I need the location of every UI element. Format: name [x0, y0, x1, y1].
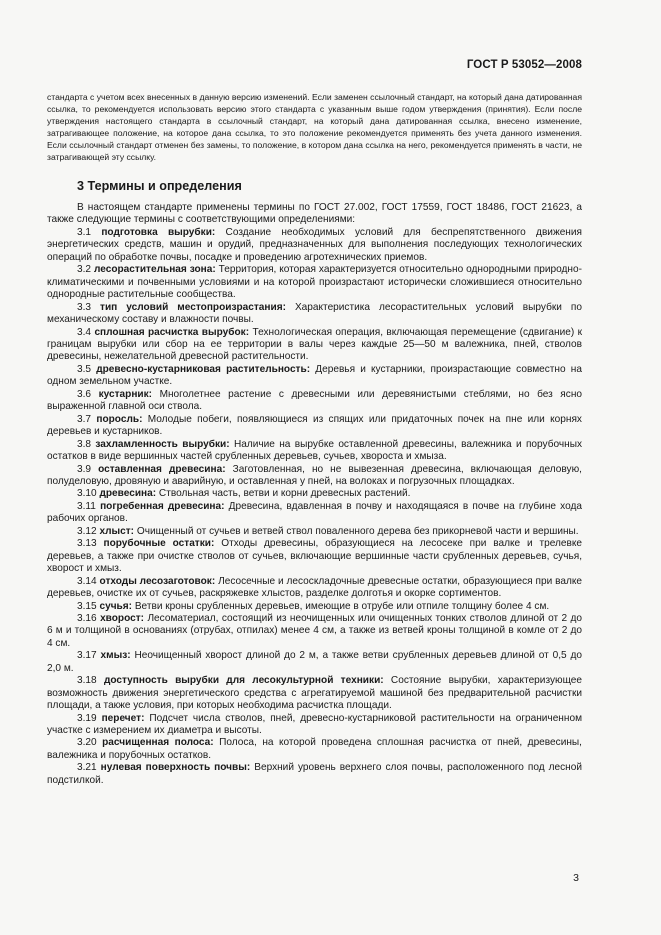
term-text: Древесина, вдавленная в почву и находящаяся в почве на глубине хода рабочих органов.: [47, 500, 582, 525]
term-name: доступность вырубки для лесокультурной техники:: [103, 675, 384, 687]
term-name: захламленность вырубки:: [95, 438, 230, 450]
term-definition: [47, 601, 582, 613]
term-text: Деревья и кустарники, произрастающие совместно на одном земельном участке.: [47, 363, 582, 388]
term-number: 3.1: [77, 226, 92, 238]
term-text: Многолетнее растение с древесными или деревянистыми стеблями, но без ясно выраженной главной оси ствола.: [47, 388, 583, 413]
term-text: Полоса, на которой проведена сплошная расчистка от пней, древесины, валежника и порубочных остатков.: [47, 737, 582, 761]
term-name: порубочные остатки:: [103, 538, 215, 550]
term-number: 3.21: [77, 762, 97, 774]
term-number: 3.13: [77, 538, 97, 550]
term-definition: [47, 650, 582, 675]
term-number: 3.19: [77, 712, 97, 724]
term-name: лесорастительная зона:: [93, 264, 216, 276]
term-number: 3.9: [77, 463, 92, 475]
term-name: хворост:: [100, 612, 145, 624]
term-name: сплошная расчистка вырубок:: [94, 326, 250, 338]
term-text: Ствольная часть, ветви и корни древесных растений.: [158, 488, 411, 500]
term-name: перечет:: [101, 712, 145, 724]
term-text: Отходы древесины, образующиеся на лесосеке при валке и трелевке деревьев, а также при очистке стволов от сучьев, включающие вершинные части срубленных деревьев, сучья, хворост и хмыз.: [47, 538, 582, 575]
term-text: Территория, которая характеризуется относительно однородными природно-климатическими и почвенными условиями и на которой произрастают исторически сложившиеся относительно однородные растительные сообщества.: [47, 264, 582, 301]
term-number: 3.2: [77, 264, 92, 276]
term-number: 3.12: [77, 525, 97, 537]
term-definition: [47, 737, 582, 762]
term-definition: [47, 464, 582, 489]
term-definition: [47, 327, 582, 364]
document-header: ГОСТ Р 53052—2008: [466, 59, 582, 71]
term-text: Лесосечные и лесоскладочные древесные остатки, образующиеся при валке деревьев, очистке их от сучьев, раскряжевке хлыстов, разделке долготья и окорке сортиментов.: [47, 575, 582, 600]
term-number: 3.8: [77, 438, 92, 450]
term-definition: [47, 364, 582, 389]
intro-paragraph: стандарта с учетом всех внесенных в данную версию изменений. Если заменен ссылочный стандарт, на который дана датированная ссылка, то рекомендуется использовать версию этого стандарта с указанным выше годом утверждения (принятия). Если после утверждения настоящего стандарта в ссылочный стандарт, на который дана датированная ссылка, внесено изменение, затрагивающее положение, на которое дана ссылка, то это положение рекомендуется применять без учета данного изменения. Если ссылочный стандарт отменен без замены, то положение, в котором дана ссылка на него, рекомендуется применять в части, не затрагивающей эту ссылку.: [47, 92, 582, 163]
term-number: 3.6: [77, 388, 92, 400]
term-name: древесина:: [99, 488, 157, 500]
term-definition: [47, 264, 582, 301]
term-text: Технологическая операция, включающая перемещение (сдвигание) к границам вырубки или сбор на ее территории в валы через каждые 25—50 м валежника, пней, стволов древесины, нежелательной древесной растительности.: [47, 326, 582, 363]
term-text: Наличие на вырубке оставленной древесины, валежника и порубочных остатков в виде вершинных частей срубленных деревьев, сучьев, хвороста и хмыза.: [47, 438, 582, 463]
term-name: кустарник:: [98, 388, 153, 400]
terms-list: [47, 227, 582, 787]
term-name: хлыст:: [99, 525, 135, 537]
term-name: погребенная древесина:: [100, 500, 225, 512]
term-number: 3.17: [77, 650, 97, 662]
term-definition: [47, 501, 582, 526]
term-text: Очищенный от сучьев и ветвей ствол поваленного дерева без прикорневой части и вершины.: [136, 525, 579, 537]
term-number: 3.11: [77, 500, 96, 512]
page-content: [47, 91, 583, 786]
term-definition: [47, 414, 582, 439]
term-definition: [47, 613, 582, 650]
term-number: 3.15: [77, 600, 97, 612]
term-definition: [47, 439, 582, 464]
term-name: расчищенная полоса:: [102, 737, 214, 749]
term-name: поросль:: [96, 413, 143, 425]
term-name: нулевая поверхность почвы:: [100, 762, 251, 774]
term-text: Неочищенный хворост длиной до 2 м, а также ветви срубленных деревьев длиной от 0,5 до 2,0 м.: [47, 650, 582, 674]
term-text: Состояние вырубки, характеризующее возможность движения энергетического средства с агрегатируемой машиной без предварительной расчистки площади, а также условия, при которых необходима расчистка площади.: [47, 675, 582, 712]
term-text: Ветви кроны срубленных деревьев, имеющие в отрубе или отпиле толщину более 4 см.: [134, 600, 550, 612]
term-definition: [47, 713, 582, 738]
term-definition: [47, 675, 582, 712]
term-name: хмыз:: [100, 650, 131, 662]
term-text: Характеристика лесорастительных условий вырубки по механическому составу и влажности почвы.: [47, 301, 582, 326]
term-definition: [47, 227, 582, 264]
term-name: оставленная древесина:: [98, 463, 226, 475]
term-definition: [47, 302, 582, 327]
term-definition: [47, 389, 582, 414]
term-text: Создание необходимых условий для беспрепятственного движения энергетических средств, машин и орудий, предназначенных для выполнения последующих технологических операций по обработке почвы, посадке и проведению агротехнических приемов.: [47, 226, 582, 263]
section-lead: В настоящем стандарте применены термины по ГОСТ 27.002, ГОСТ 17559, ГОСТ 18486, ГОСТ 21623, а также следующие термины с соответствующими определениями:: [47, 202, 582, 226]
term-number: 3.5: [77, 363, 92, 375]
term-definition: [47, 526, 582, 538]
term-number: 3.14: [77, 575, 97, 587]
term-name: древесно-кустарниковая растительность:: [96, 363, 311, 375]
term-number: 3.16: [77, 612, 97, 624]
term-number: 3.3: [77, 301, 92, 313]
term-name: отходы лесозаготовок:: [99, 575, 216, 587]
term-text: Молодые побеги, появляющиеся из спящих или придаточных почек на пне или корнях деревьев и кустарников.: [47, 413, 582, 438]
term-text: Подсчет числа стволов, пней, древесно-кустарниковой растительности на ограниченном участке с измерением их диаметра и высоты.: [47, 712, 583, 737]
page-number: 3: [573, 872, 579, 884]
term-number: 3.20: [77, 737, 97, 749]
term-text: Лесоматериал, состоящий из неочищенных или очищенных тонких стволов длиной от 2 до 6 м и толщиной в основаниях (отрубах, отпилах) менее 4 см, а также из ветвей кроны толщиной в комле от 2 до 4 см.: [47, 612, 582, 649]
term-text: Заготовленная, но не вывезенная древесина, включающая деловую, полуделовую, дровяную и аварийную, и оставленная у пней, на волоках и погрузочных площадках.: [47, 463, 582, 487]
term-text: Верхний уровень верхнего слоя почвы, расположенного под лесной подстилкой.: [47, 762, 583, 786]
term-name: тип условий местопроизрастания:: [100, 301, 286, 313]
term-name: подготовка вырубки:: [101, 226, 216, 238]
term-name: сучья:: [99, 600, 133, 612]
term-definition: [47, 488, 582, 500]
term-definition: [47, 538, 582, 575]
terms-section: [47, 202, 582, 787]
term-definition: [47, 762, 582, 787]
term-number: 3.18: [77, 675, 97, 687]
term-definition: [47, 576, 582, 601]
section-heading: 3 Термины и определения: [77, 179, 242, 193]
term-number: 3.7: [77, 413, 92, 425]
term-number: 3.4: [77, 326, 92, 338]
term-number: 3.10: [77, 488, 97, 500]
